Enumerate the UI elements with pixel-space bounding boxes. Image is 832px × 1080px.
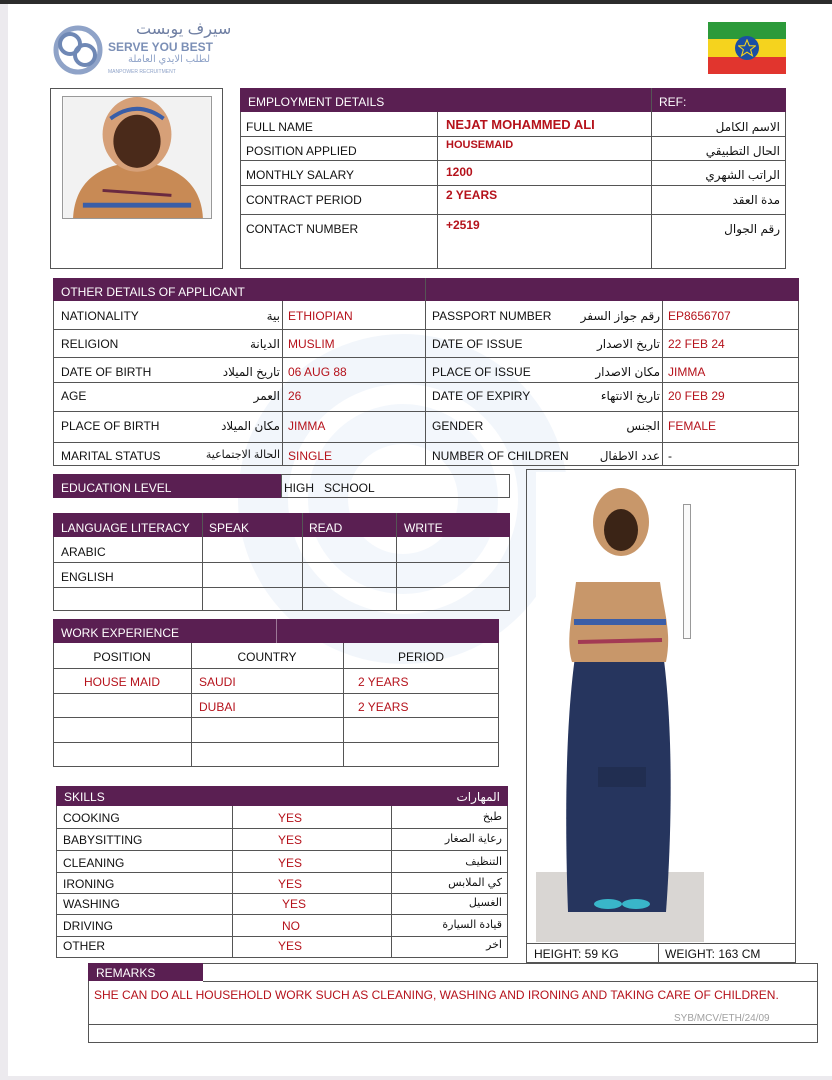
gender-value: FEMALE: [668, 419, 717, 433]
skill-babysitting-label: BABYSITTING: [63, 833, 143, 847]
date-of-issue-arabic: تاريخ الاصدار: [596, 337, 660, 351]
skill-driving-value: NO: [282, 919, 300, 933]
ref-label: REF:: [659, 95, 687, 109]
read-header: READ: [309, 521, 343, 535]
star-icon: [738, 39, 756, 57]
logo-english-name: SERVE YOU BEST: [108, 40, 213, 54]
passport-photo-frame: [50, 88, 223, 269]
dob-label: DATE OF BIRTH: [61, 365, 152, 379]
logo-arabic-subtitle: لطلب الايدي العاملة: [128, 54, 211, 65]
contract-period-arabic: مدة العقد: [732, 193, 780, 207]
logo-english-subtitle: MANPOWER RECRUITMENT: [108, 69, 176, 75]
height-value: HEIGHT: 59 KG: [534, 947, 619, 961]
language-row-arabic: ARABIC: [61, 545, 106, 559]
contact-number-arabic: رقم الجوال: [724, 222, 780, 236]
logo-mark-icon: [52, 24, 104, 76]
age-label: AGE: [61, 389, 87, 403]
skill-cooking-arabic: طبخ: [482, 811, 502, 823]
passport-photo: [62, 96, 212, 219]
work-row2-period: 2 YEARS: [358, 700, 409, 714]
full-name-label: FULL NAME: [246, 120, 313, 134]
place-of-issue-label: PLACE OF ISSUE: [432, 365, 531, 379]
children-label: NUMBER OF CHILDREN: [432, 449, 569, 463]
remarks-header: REMARKS: [96, 966, 156, 980]
nationality-arabic: بية: [266, 309, 280, 323]
skill-washing-value: YES: [282, 897, 307, 911]
date-of-expiry-arabic: تاريخ الانتهاء: [600, 389, 660, 403]
full-name-value: NEJAT MOHAMMED ALI: [446, 117, 595, 132]
contact-number-value: +2519: [446, 218, 480, 232]
weight-value: WEIGHT: 163 CM: [665, 947, 761, 961]
remarks-text: SHE CAN DO ALL HOUSEHOLD WORK SUCH AS CLEANING, WASHING AND IRONING AND TAKING CARE OF CHILDREN.: [94, 988, 779, 1002]
language-literacy-header: LANGUAGE LITERACY: [61, 521, 190, 535]
children-value: -: [668, 449, 672, 463]
dob-arabic: تاريخ الميلاد: [222, 365, 280, 379]
skill-other-label: OTHER: [63, 939, 105, 953]
full-body-photo: [536, 472, 704, 942]
work-row1-period: 2 YEARS: [358, 675, 409, 689]
contract-period-label: CONTRACT PERIOD: [246, 193, 362, 207]
skill-ironing-arabic: كي الملابس: [448, 877, 502, 889]
place-of-issue-value: JIMMA: [668, 365, 706, 379]
position-applied-arabic: الحال التطبيقي: [705, 144, 780, 158]
place-of-birth-arabic: مكان الميلاد: [221, 419, 280, 433]
nationality-label: NATIONALITY: [61, 309, 139, 323]
skill-babysitting-arabic: رعاية الصغار: [444, 833, 502, 845]
skill-other-arabic: اخر: [486, 939, 502, 951]
monthly-salary-label: MONTHLY SALARY: [246, 168, 355, 182]
age-value: 26: [288, 389, 302, 403]
passport-number-arabic: رقم جواز السفر: [580, 309, 660, 323]
skills-header: SKILLS: [64, 790, 105, 804]
nationality-value: ETHIOPIAN: [288, 309, 353, 323]
work-row2-country: DUBAI: [199, 700, 236, 714]
write-header: WRITE: [404, 521, 443, 535]
education-label: EDUCATION LEVEL: [61, 481, 172, 495]
education-value: HIGH SCHOOL: [284, 481, 375, 495]
marital-status-label: MARITAL STATUS: [61, 449, 161, 463]
place-of-birth-label: PLACE OF BIRTH: [61, 419, 160, 433]
age-arabic: العمر: [253, 389, 280, 403]
skills-header-arabic: المهارات: [456, 790, 500, 804]
other-details-header: OTHER DETAILS OF APPLICANT: [61, 285, 245, 299]
skill-driving-arabic: قيادة السيارة: [442, 919, 502, 931]
skill-cleaning-value: YES: [278, 856, 303, 870]
passport-number-label: PASSPORT NUMBER: [432, 309, 552, 323]
religion-arabic: الديانة: [249, 337, 280, 351]
full-name-arabic: الاسم الكامل: [715, 120, 780, 134]
position-applied-value: HOUSEMAID: [446, 139, 514, 151]
work-experience-header: WORK EXPERIENCE: [61, 626, 180, 640]
date-of-expiry-value: 20 FEB 29: [668, 389, 725, 403]
monthly-salary-arabic: الراتب الشهري: [705, 168, 780, 182]
skill-babysitting-value: YES: [278, 833, 303, 847]
work-row1-country: SAUDI: [199, 675, 236, 689]
contact-number-label: CONTACT NUMBER: [246, 222, 359, 236]
employment-header: EMPLOYMENT DETAILS: [248, 95, 385, 109]
gender-arabic: الجنس: [626, 419, 660, 433]
language-row-english: ENGLISH: [61, 570, 114, 584]
work-col-country: COUNTRY: [237, 650, 297, 664]
place-of-issue-arabic: مكان الاصدار: [595, 365, 660, 379]
place-of-birth-value: JIMMA: [288, 419, 326, 433]
skill-other-value: YES: [278, 939, 303, 953]
skill-cooking-value: YES: [278, 811, 303, 825]
monthly-salary-value: 1200: [446, 165, 473, 179]
date-of-expiry-label: DATE OF EXPIRY: [432, 389, 531, 403]
marital-status-value: SINGLE: [288, 449, 333, 463]
skill-cleaning-arabic: التنظيف: [465, 856, 502, 868]
company-logo: [52, 21, 232, 82]
logo-arabic-name: سيرف يوبست: [136, 21, 232, 38]
date-of-issue-value: 22 FEB 24: [668, 337, 725, 351]
work-col-position: POSITION: [93, 650, 151, 664]
position-applied-label: POSITION APPLIED: [246, 144, 357, 158]
skill-cooking-label: COOKING: [63, 811, 120, 825]
date-of-issue-label: DATE OF ISSUE: [432, 337, 523, 351]
skill-washing-label: WASHING: [63, 897, 120, 911]
skill-washing-arabic: الغسيل: [468, 897, 502, 909]
dob-value: 06 AUG 88: [288, 365, 347, 379]
skill-cleaning-label: CLEANING: [63, 856, 125, 870]
marital-status-arabic: الحالة الاجتماعية: [205, 449, 280, 461]
contract-period-value: 2 YEARS: [446, 188, 498, 202]
ethiopia-flag: [708, 22, 786, 74]
children-arabic: عدد الاطفال: [599, 449, 660, 463]
photo-side-fragment: [683, 504, 691, 639]
passport-number-value: EP8656707: [668, 309, 731, 323]
work-row1-position: HOUSE MAID: [83, 675, 160, 689]
skill-ironing-value: YES: [278, 877, 303, 891]
cv-page: [8, 4, 832, 1076]
speak-header: SPEAK: [209, 521, 250, 535]
religion-label: RELIGION: [61, 337, 119, 351]
document-code: SYB/MCV/ETH/24/09: [674, 1013, 770, 1024]
skill-ironing-label: IRONING: [63, 877, 115, 891]
religion-value: MUSLIM: [288, 337, 335, 351]
gender-label: GENDER: [432, 419, 484, 433]
work-col-period: PERIOD: [397, 650, 444, 664]
skill-driving-label: DRIVING: [63, 919, 114, 933]
